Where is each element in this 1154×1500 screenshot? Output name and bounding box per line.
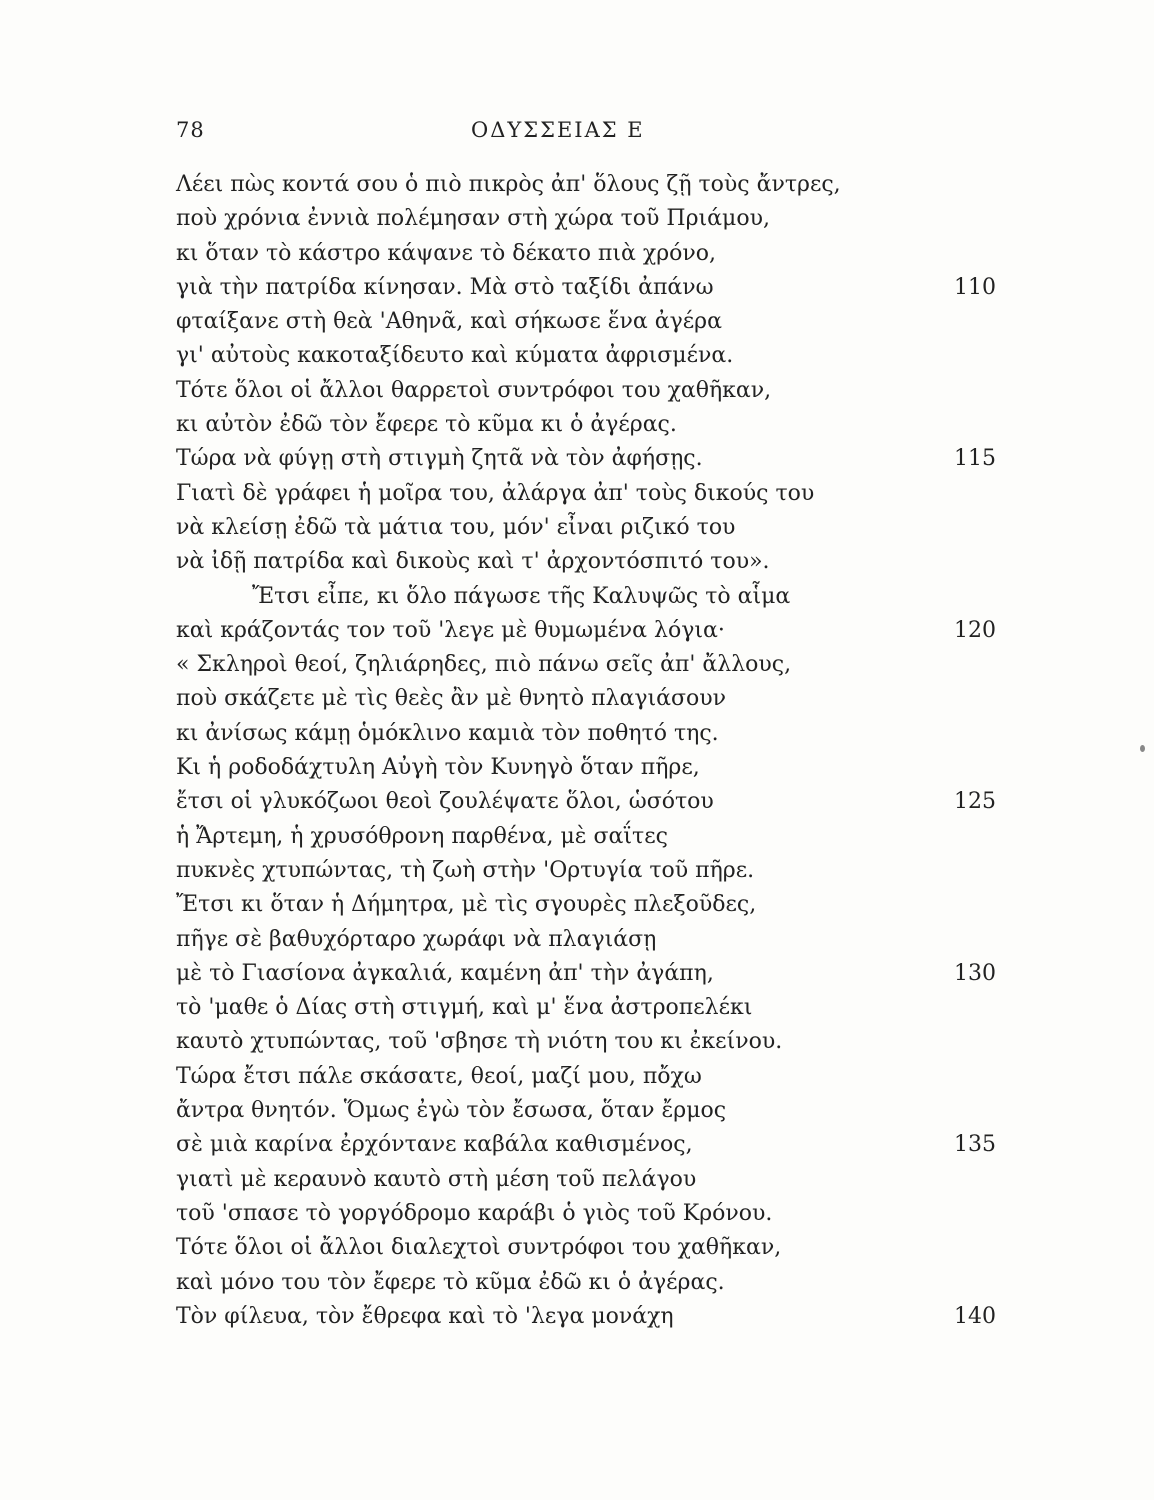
verse-text: καὶ κράζοντάς τον τοῦ 'λεγε μὲ θυμωμένα λόγια·	[176, 617, 725, 643]
verse-line	[176, 785, 1036, 819]
verse-text: Τότε ὅλοι οἱ ἄλλοι θαρρετοὶ συντρόφοι του χαθῆκαν,	[176, 377, 772, 403]
verse-line	[176, 717, 1036, 751]
verse-line	[176, 820, 1036, 854]
verse-text: καὶ μόνο του τὸν ἔφερε τὸ κῦμα ἐδῶ κι ὁ ἀγέρας.	[176, 1269, 725, 1295]
verse-line	[176, 888, 1036, 922]
verse-text: ἔτσι οἱ γλυκόζωοι θεοὶ ζουλέψατε ὅλοι, ὡσότου	[176, 789, 714, 815]
verse-line	[176, 305, 1036, 339]
verse-line	[176, 374, 1036, 408]
verse-line	[176, 580, 1036, 614]
page-header	[176, 118, 1004, 148]
verse-text: πυκνὲς χτυπώντας, τὴ ζωὴ στὴν 'Ορτυγία τοῦ πῆρε.	[176, 857, 755, 883]
verse-line	[176, 545, 1036, 579]
verse-text: ἄντρα θνητόν. Ὅμως ἐγὼ τὸν ἔσωσα, ὅταν ἔρμος	[176, 1098, 727, 1124]
verse-line	[176, 237, 1036, 271]
verse-text: νὰ ἰδῇ πατρίδα καὶ δικοὺς καὶ τ' ἀρχοντόσπιτό του».	[176, 549, 770, 575]
verse-text: Γιατὶ δὲ γράφει ἡ μοῖρα του, ἀλάργα ἀπ' τοὺς δικούς του	[176, 480, 815, 506]
verse-line	[176, 957, 1036, 991]
verse-text: κι ὅταν τὸ κάστρο κάψανε τὸ δέκατο πιὰ χρόνο,	[176, 240, 716, 266]
line-number: 115	[954, 446, 996, 472]
verse-text: Κι ἡ ροδοδάχτυλη Αὐγὴ τὸν Κυνηγὸ ὅταν πῆρε,	[176, 755, 700, 781]
verse-text: Τὸν φίλευα, τὸν ἔθρεφα καὶ τὸ 'λεγα μονάχη	[176, 1303, 674, 1329]
verse-text: κι ἀνίσως κάμῃ ὁμόκλινο καμιὰ τὸν ποθητό της.	[176, 720, 719, 746]
verse-text: Τώρα ἔτσι πάλε σκάσατε, θεοί, μαζί μου, πὄχω	[176, 1063, 702, 1089]
verse-line	[176, 854, 1036, 888]
verse-line	[176, 477, 1036, 511]
verse-line	[176, 442, 1036, 476]
verse-text: μὲ τὸ Γιασίονα ἀγκαλιά, καμένη ἀπ' τὴν ἀγάπη,	[176, 960, 714, 986]
ink-speck	[1140, 745, 1145, 752]
verse-text: ποὺ σκάζετε μὲ τὶς θεὲς ἂν μὲ θνητὸ πλαγιάσουν	[176, 686, 726, 712]
verse-text: τοῦ 'σπασε τὸ γοργόδρομο καράβι ὁ γιὸς τοῦ Κρόνου.	[176, 1200, 773, 1226]
verse-line	[176, 1197, 1036, 1231]
verse-line	[176, 511, 1036, 545]
line-number: 135	[954, 1132, 996, 1158]
verse-text: Ἔτσι εἶπε, κι ὅλο πάγωσε τῆς Καλυψῶς τὸ αἷμα	[252, 583, 791, 609]
line-number: 125	[954, 789, 996, 815]
verse-line	[176, 1266, 1036, 1300]
verse-text: γιατὶ μὲ κεραυνὸ καυτὸ στὴ μέση τοῦ πελάγου	[176, 1166, 697, 1192]
verse-block	[176, 168, 1036, 1334]
running-title: ΟΔΥΣΣΕΙΑΣ Ε	[471, 118, 645, 142]
verse-line	[176, 682, 1036, 716]
verse-line	[176, 1025, 1036, 1059]
line-number: 120	[954, 617, 996, 643]
verse-text: τὸ 'μαθε ὁ Δίας στὴ στιγμή, καὶ μ' ἕνα ἀστροπελέκι	[176, 995, 753, 1021]
verse-text: καυτὸ χτυπώντας, τοῦ 'σβησε τὴ νιότη του κι ἐκείνου.	[176, 1029, 783, 1055]
verse-text: Τώρα νὰ φύγῃ στὴ στιγμὴ ζητᾶ νὰ τὸν ἀφήσῃς.	[176, 446, 703, 472]
verse-line	[176, 991, 1036, 1025]
verse-line	[176, 202, 1036, 236]
verse-line	[176, 1231, 1036, 1265]
verse-line	[176, 1300, 1036, 1334]
verse-text: ἡ Ἄρτεμη, ἡ χρυσόθρονη παρθένα, μὲ σαΐτες	[176, 823, 668, 849]
verse-text: σὲ μιὰ καρίνα ἐρχόντανε καβάλα καθισμένος,	[176, 1132, 693, 1158]
verse-text: « Σκληροὶ θεοί, ζηλιάρηδες, πιὸ πάνω σεῖς ἀπ' ἄλλους,	[176, 652, 792, 678]
verse-line	[176, 751, 1036, 785]
line-number: 110	[954, 274, 996, 300]
page-number: 78	[176, 118, 205, 142]
verse-line	[176, 1163, 1036, 1197]
verse-text: κι αὐτὸν ἐδῶ τὸν ἔφερε τὸ κῦμα κι ὁ ἀγέρας.	[176, 412, 677, 438]
verse-text: ποὺ χρόνια ἐννιὰ πολέμησαν στὴ χώρα τοῦ Πριάμου,	[176, 206, 770, 232]
verse-line	[176, 271, 1036, 305]
verse-line	[176, 408, 1036, 442]
verse-text: γι' αὐτοὺς κακοταξίδευτο καὶ κύματα ἀφρισμένα.	[176, 343, 734, 369]
verse-line	[176, 923, 1036, 957]
verse-text: γιὰ τὴν πατρίδα κίνησαν. Μὰ στὸ ταξίδι ἀπάνω	[176, 274, 714, 300]
line-number: 130	[954, 960, 996, 986]
verse-text: Τότε ὅλοι οἱ ἄλλοι διαλεχτοὶ συντρόφοι του χαθῆκαν,	[176, 1235, 782, 1261]
verse-text: νὰ κλείσῃ ἐδῶ τὰ μάτια του, μόν' εἶναι ριζικό του	[176, 514, 736, 540]
verse-line	[176, 614, 1036, 648]
verse-text: φταίξανε στὴ θεὰ 'Αθηνᾶ, καὶ σήκωσε ἕνα ἀγέρα	[176, 309, 722, 335]
line-number: 140	[954, 1303, 996, 1329]
verse-text: πῆγε σὲ βαθυχόρταρο χωράφι νὰ πλαγιάσῃ	[176, 926, 657, 952]
verse-text: Ἔτσι κι ὅταν ἡ Δήμητρα, μὲ τὶς σγουρὲς πλεξοῦδες,	[176, 892, 757, 918]
verse-line	[176, 1128, 1036, 1162]
verse-text: Λέει πὼς κοντά σου ὁ πιὸ πικρὸς ἀπ' ὅλους ζῇ τοὺς ἄντρες,	[176, 172, 841, 197]
verse-line	[176, 1094, 1036, 1128]
verse-line	[176, 168, 1036, 202]
verse-line	[176, 1060, 1036, 1094]
verse-line	[176, 648, 1036, 682]
verse-line	[176, 339, 1036, 373]
